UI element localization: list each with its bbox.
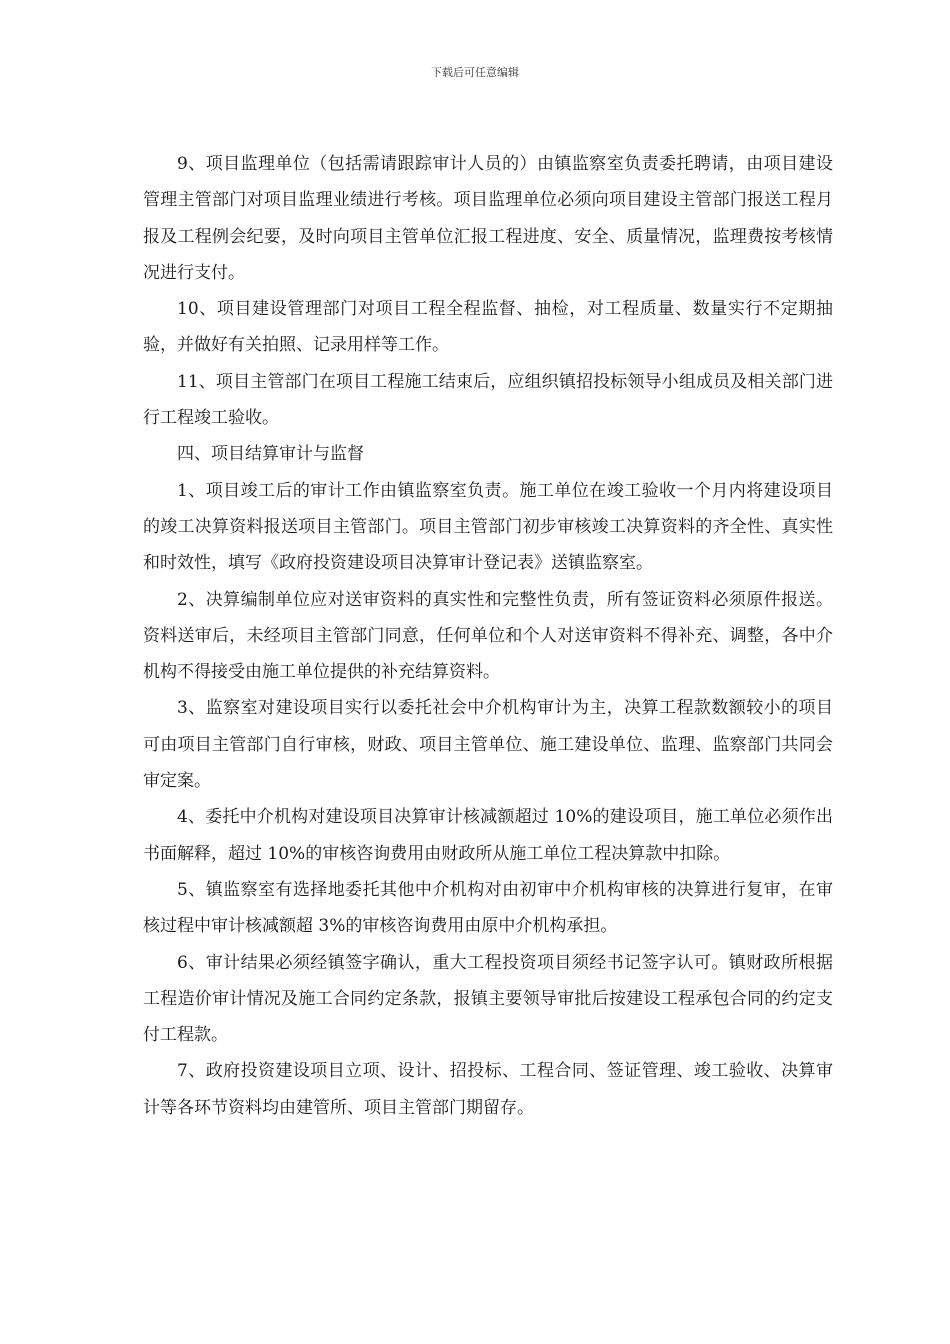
paragraph-audit-1: 1、项目竣工后的审计工作由镇监察室负责。施工单位在竣工验收一个月内将建设项目的竣工决算资料报送项目主管部门。项目主管部门初步审核竣工决算资料的齐全性、真实性和时效性，填写《政府投资建设项目决算审计登记表》送镇监察室。	[143, 480, 833, 574]
document-body	[143, 146, 833, 1126]
paragraph-audit-5: 5、镇监察室有选择地委托其他中介机构对由初审中介机构审核的决算进行复审，在审核过程中审计核减额超 3%的审核咨询费用由原中介机构承担。	[143, 879, 833, 937]
paragraph-item-9: 9、项目监理单位（包括需请跟踪审计人员的）由镇监察室负责委托聘请，由项目建设管理主管部门对项目监理业绩进行考核。项目监理单位必须向项目建设主管部门报送工程月报及工程例会纪要，及时向项目主管单位汇报工程进度、安全、质量情况，监理费按考核情况进行支付。	[143, 154, 833, 283]
paragraph-audit-7: 7、政府投资建设项目立项、设计、招投标、工程合同、签证管理、竣工验收、决算审计等各环节资料均由建管所、项目主管部门期留存。	[143, 1061, 833, 1118]
paragraph-audit-6: 6、审计结果必须经镇签字确认，重大工程投资项目须经书记签字认可。镇财政所根据工程造价审计情况及施工合同约定条款，报镇主要领导审批后按建设工程承包合同的约定支付工程款。	[143, 952, 833, 1046]
section-heading-4: 四、项目结算审计与监督	[177, 444, 364, 465]
paragraph-item-11: 11、项目主管部门在项目工程施工结束后，应组织镇招投标领导小组成员及相关部门进行工程竣工验收。	[143, 371, 833, 429]
paragraph-item-10: 10、项目建设管理部门对项目工程全程监督、抽检，对工程质量、数量实行不定期抽验，并做好有关拍照、记录用样等工作。	[143, 299, 833, 356]
paragraph-audit-2: 2、决算编制单位应对送审资料的真实性和完整性负责，所有签证资料必须原件报送。资料送审后，未经项目主管部门同意，任何单位和个人对送审资料不得补充、调整，各中介机构不得接受由施工单位提供的补充结算资料。	[143, 589, 833, 683]
paragraph-audit-4: 4、委托中介机构对建设项目决算审计核减额超过 10%的建设项目，施工单位必须作出书面解释，超过 10%的审核咨询费用由财政所从施工单位工程决算款中扣除。	[143, 807, 833, 864]
paragraph-audit-3: 3、监察室对建设项目实行以委托社会中介机构审计为主，决算工程款数额较小的项目可由项目主管部门自行审核，财政、项目主管单位、施工建设单位、监理、监察部门共同会审定案。	[143, 698, 833, 792]
page-header: 下载后可任意编辑	[431, 66, 519, 79]
